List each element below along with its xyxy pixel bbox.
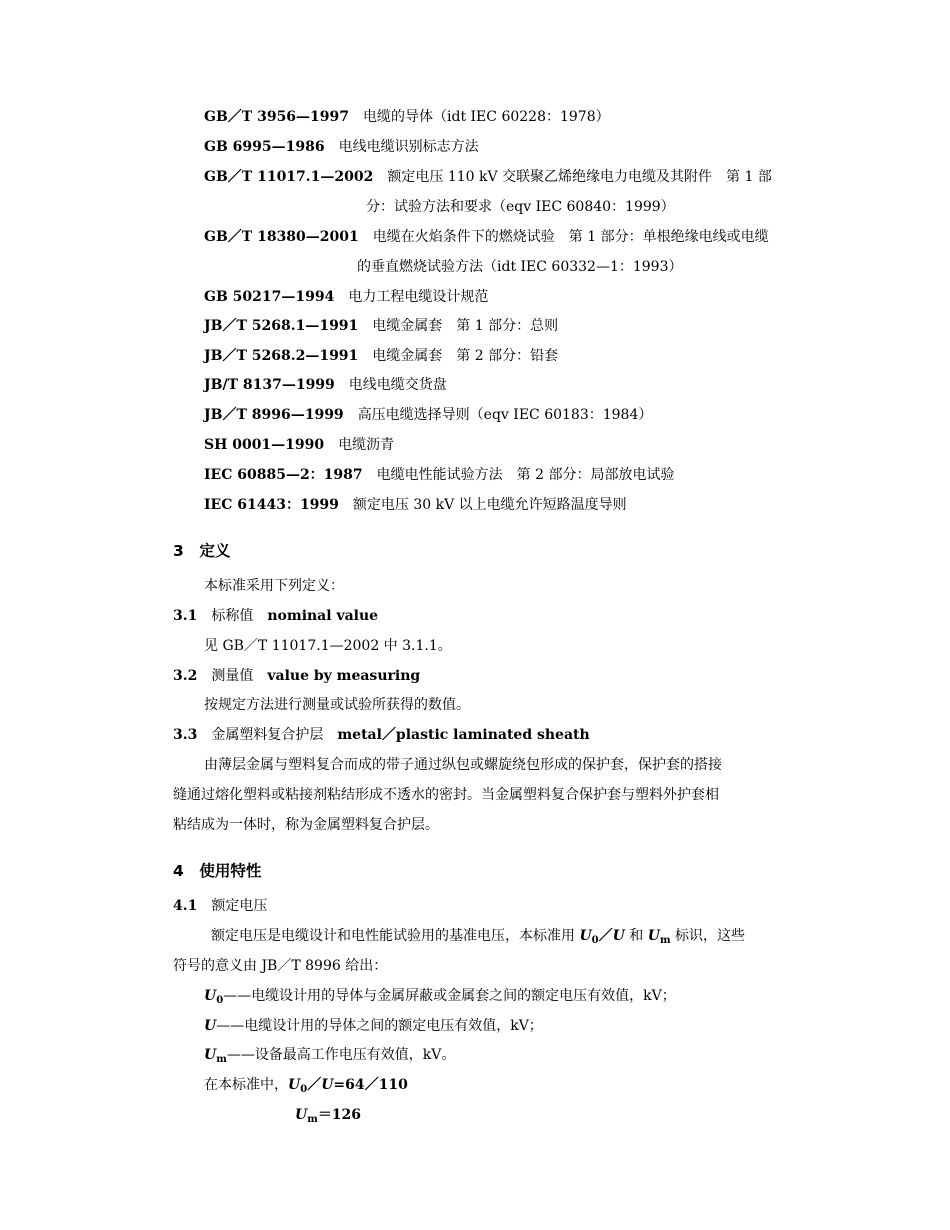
clause-number: 3.2 <box>173 668 198 684</box>
clause-3-1-heading <box>173 606 378 626</box>
clause-4-1-heading <box>173 896 267 916</box>
reference-item <box>204 346 558 366</box>
reference-code: SH 0001—1990 <box>204 437 325 453</box>
section-4-heading <box>173 861 261 881</box>
reference-title: 电缆金属套 第 2 部分：铅套 <box>372 348 559 364</box>
clause-term: 金属塑料复合护层 <box>211 727 324 743</box>
clause-3-2-heading <box>173 666 420 686</box>
section-number: 3 <box>173 542 184 560</box>
reference-code: GB／T 3956—1997 <box>204 109 350 125</box>
reference-code: IEC 61443：1999 <box>204 497 339 513</box>
section-number: 4 <box>173 862 184 880</box>
clause-number: 3.3 <box>173 727 198 743</box>
clause-term: 标称值 <box>211 608 254 624</box>
clause-4-1-para-line2: 符号的意义由 JB／T 8996 给出： <box>173 958 388 974</box>
reference-title: 电线电缆交货盘 <box>348 377 447 393</box>
reference-code: JB／T 5268.1—1991 <box>204 318 359 334</box>
definition-u: U——电缆设计用的导体之间的额定电压有效值，kV； <box>204 1018 543 1034</box>
clause-number: 3.1 <box>173 608 198 624</box>
reference-item <box>204 137 479 157</box>
clause-3-3-heading <box>173 725 590 745</box>
reference-item <box>204 107 610 127</box>
clause-english: nominal value <box>267 608 379 624</box>
reference-title: 电缆电性能试验方法 第 2 部分：局部放电试验 <box>376 467 675 483</box>
reference-item <box>204 465 674 485</box>
reference-item <box>204 495 627 515</box>
reference-code: GB 6995—1986 <box>204 139 325 155</box>
reference-code: GB 50217—1994 <box>204 289 335 305</box>
section-3-heading <box>173 541 230 561</box>
clause-4-1-para-line1: 额定电压是电缆设计和电性能试验用的基准电压，本标准用 $U_0/U$ 和 $U_m$ 标识，这些 <box>211 928 746 946</box>
clause-term: 测量值 <box>211 668 254 684</box>
reference-title: 电缆金属套 第 1 部分：总则 <box>372 318 559 334</box>
clause-english: metal／plastic laminated sheath <box>337 727 590 743</box>
reference-code: IEC 60885—2：1987 <box>204 467 363 483</box>
clause-number: 4.1 <box>173 898 198 914</box>
reference-title-continued: 分：试验方法和要求（eqv IEC 60840：1999） <box>366 199 675 215</box>
reference-item <box>204 375 447 395</box>
reference-title: 电缆沥青 <box>338 437 395 453</box>
standard-voltage-line1: 在本标准中，$U_0/U=64/110$ <box>204 1077 408 1095</box>
section-3-intro: 本标准采用下列定义： <box>204 578 344 594</box>
reference-code: JB／T 8996—1999 <box>204 407 344 423</box>
clause-3-1-body: 见 GB／T 11017.1—2002 中 3.1.1。 <box>204 638 452 654</box>
clause-3-3-body-line1: 由薄层金属与塑料复合而成的带子通过纵包或螺旋绕包形成的保护套，保护套的搭接 <box>204 757 722 773</box>
reference-item <box>204 405 652 425</box>
standard-voltage-line2: $U_m=126$ <box>295 1107 362 1125</box>
definition-um: $U_m——$设备最高工作电压有效值，kV。 <box>204 1047 456 1065</box>
reference-title: 电力工程电缆设计规范 <box>348 289 489 305</box>
clause-3-3-body-line3: 粘结成为一体时，称为金属塑料复合护层。 <box>173 817 439 833</box>
clause-english: value by measuring <box>267 668 421 684</box>
definition-u0: $U_0——$电缆设计用的导体与金属屏蔽或金属套之间的额定电压有效值，kV； <box>204 988 676 1006</box>
section-title: 定义 <box>199 542 231 560</box>
reference-title-continued: 的垂直燃烧试验方法（idt IEC 60332—1：1993） <box>357 259 683 275</box>
reference-item <box>204 227 769 247</box>
reference-title: 高压电缆选择导则（eqv IEC 60183：1984） <box>357 407 653 423</box>
reference-code: JB／T 5268.2—1991 <box>204 348 359 364</box>
reference-item <box>204 287 488 307</box>
reference-title: 电缆在火焰条件下的燃烧试验 第 1 部分：单根绝缘电线或电缆 <box>372 229 769 245</box>
reference-title: 电线电缆识别标志方法 <box>338 139 479 155</box>
reference-code: GB／T 18380—2001 <box>204 229 359 245</box>
reference-title: 额定电压 30 kV 以上电缆允许短路温度导则 <box>352 497 627 513</box>
reference-item <box>204 316 558 336</box>
section-title: 使用特性 <box>199 862 262 880</box>
reference-title: 电缆的导体（idt IEC 60228：1978） <box>363 109 610 125</box>
reference-code: JB/T 8137—1999 <box>204 377 335 393</box>
reference-code: GB／T 11017.1—2002 <box>204 169 374 185</box>
clause-3-2-body: 按规定方法进行测量或试验所获得的数值。 <box>204 697 470 713</box>
reference-item <box>204 167 772 187</box>
reference-title: 额定电压 110 kV 交联聚乙烯绝缘电力电缆及其附件 第 1 部 <box>387 169 772 185</box>
clause-term: 额定电压 <box>211 898 268 914</box>
clause-3-3-body-line2: 缝通过熔化塑料或粘接剂粘结形成不透水的密封。当金属塑料复合保护套与塑料外护套相 <box>173 787 719 803</box>
reference-item <box>204 435 394 455</box>
